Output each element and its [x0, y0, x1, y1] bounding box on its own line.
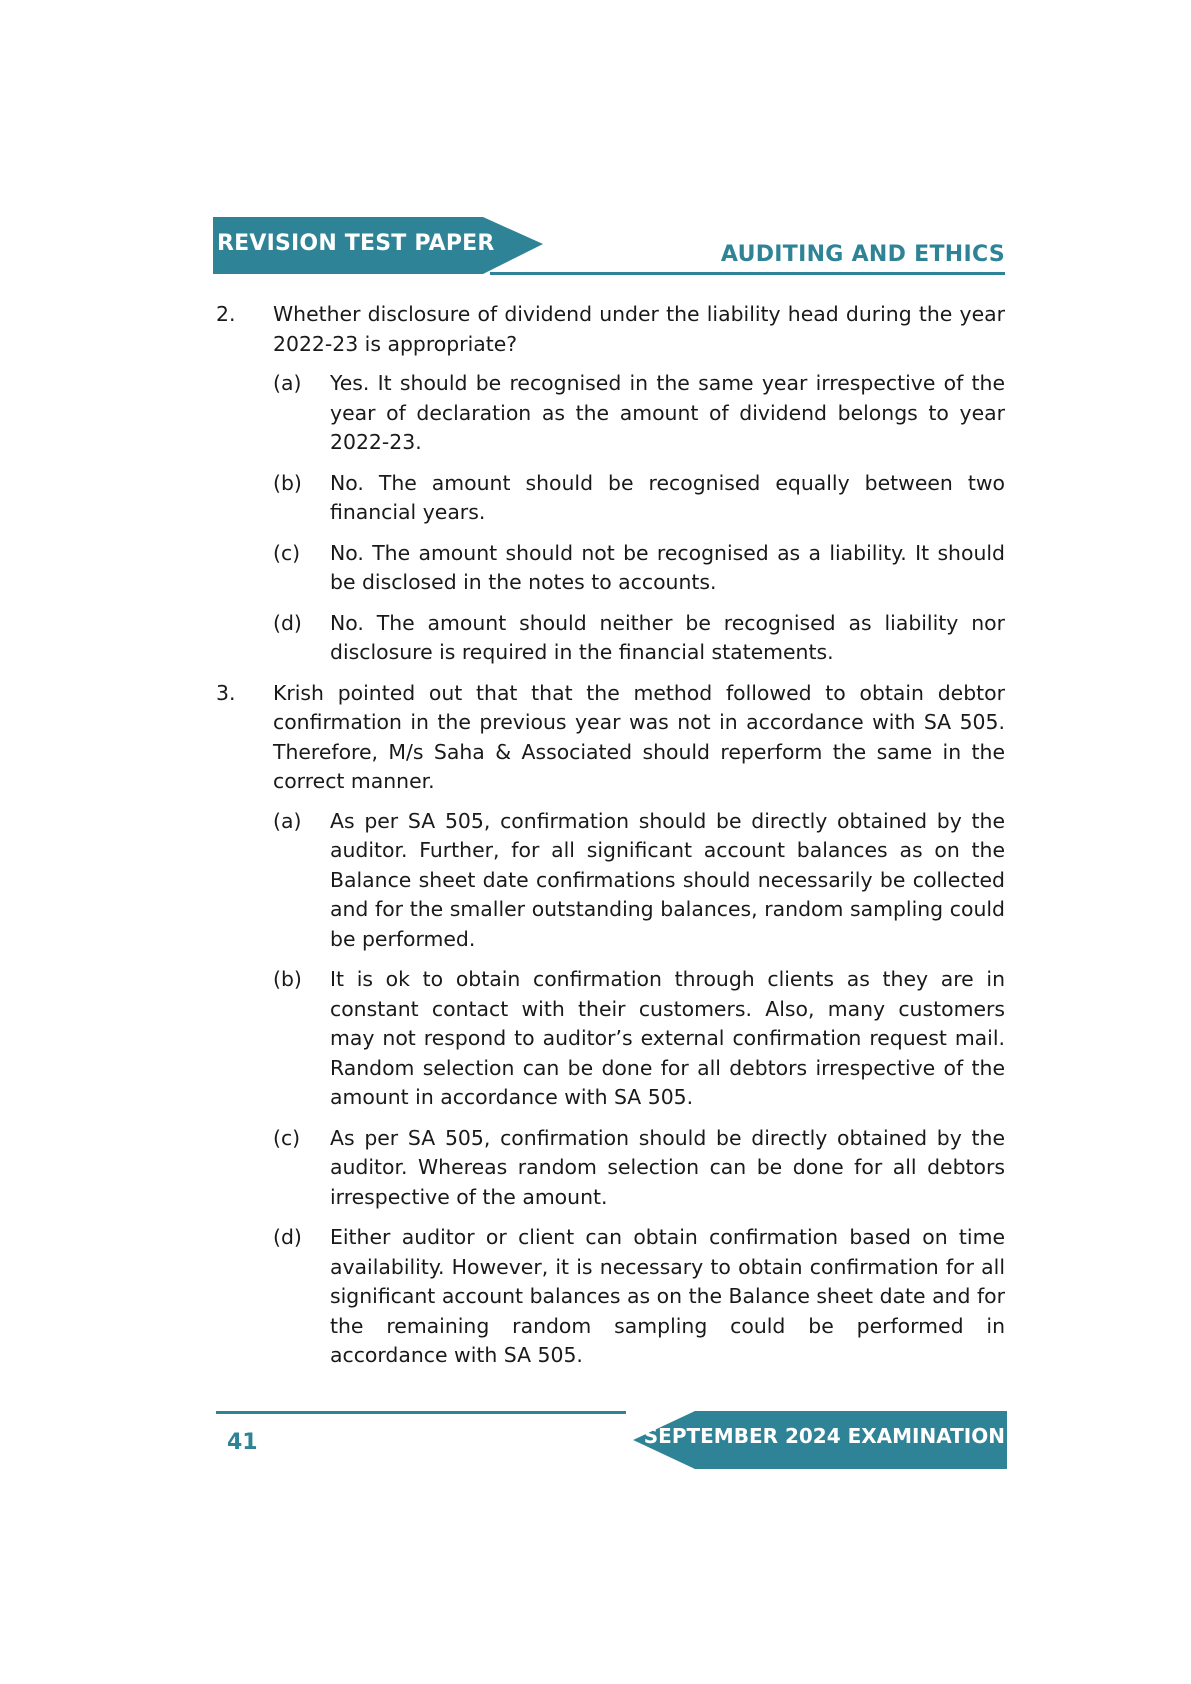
option-label: (a)	[273, 808, 302, 833]
option-item	[273, 1124, 1005, 1213]
option-item	[273, 609, 1005, 668]
header-rule	[490, 272, 1005, 275]
option-item	[273, 469, 1005, 528]
option-text: As per SA 505, confirmation should be directly obtained by the auditor. Further, for all significant account balances as on the Balance sheet date confirmations should necessarily be collected and for the smaller outstanding balances, random sampling could be performed.	[330, 808, 1005, 951]
option-label: (d)	[273, 1225, 302, 1249]
option-text: Either auditor or client can obtain confirmation based on time availability. However, it is necessary to obtain confirmation for all significant account balances as on the Balance sheet date and for the remaining random sampling could be performed in accordance with SA 505.	[330, 1225, 1005, 1367]
option-text: No. The amount should be recognised equally between two financial years.	[330, 470, 1005, 524]
option-item	[273, 539, 1005, 598]
question-3	[213, 679, 1005, 1371]
page-number: 41	[227, 1430, 258, 1455]
option-label: (a)	[273, 371, 302, 395]
option-label: (c)	[273, 540, 301, 565]
option-text: No. The amount should neither be recognised as liability nor disclosure is required in the financial statements.	[330, 610, 1005, 664]
option-text: No. The amount should not be recognised as a liability. It should be disclosed in the notes to accounts.	[330, 540, 1005, 594]
header-tag-label: REVISION TEST PAPER	[217, 231, 495, 256]
option-item	[273, 965, 1005, 1113]
header-tag	[213, 217, 543, 274]
footer-exam-label: SEPTEMBER 2024 EXAMINATION	[643, 1424, 1005, 1448]
option-text: Yes. It should be recognised in the same year irrespective of the year of declaration as the amount of dividend belongs to year 2022-23.	[330, 371, 1005, 454]
option-label: (b)	[273, 967, 302, 991]
option-list	[273, 369, 1005, 668]
option-label: (b)	[273, 470, 302, 495]
question-number: 3.	[216, 680, 236, 705]
option-item	[273, 1223, 1005, 1371]
question-text: Whether disclosure of dividend under the liability head during the year 2022-23 is appropriate?	[273, 302, 1005, 356]
question-number: 2.	[216, 302, 236, 326]
header-subject: AUDITING AND ETHICS	[720, 242, 1005, 267]
page-content	[213, 300, 1005, 1382]
option-list	[273, 807, 1005, 1371]
question-2	[213, 300, 1005, 668]
footer-tag	[633, 1411, 1007, 1469]
option-label: (c)	[273, 1125, 301, 1150]
option-text: As per SA 505, confirmation should be directly obtained by the auditor. Whereas random selection can be done for all debtors irrespective of the amount.	[330, 1125, 1005, 1209]
footer-rule	[216, 1411, 626, 1414]
option-label: (d)	[273, 610, 302, 635]
option-item	[273, 369, 1005, 458]
option-text: It is ok to obtain confirmation through clients as they are in constant contact with their customers. Also, many customers may not respond to auditor’s external confirmation request mail. Random selection can be done for all debtors irrespective of the amount in accordance with SA 505.	[330, 967, 1005, 1109]
option-item	[273, 807, 1005, 955]
question-text: Krish pointed out that that the method followed to obtain debtor confirmation in the previous year was not in accordance with SA 505. Therefore, M/s Saha & Associated should reperform the same in the correct manner.	[273, 680, 1005, 793]
